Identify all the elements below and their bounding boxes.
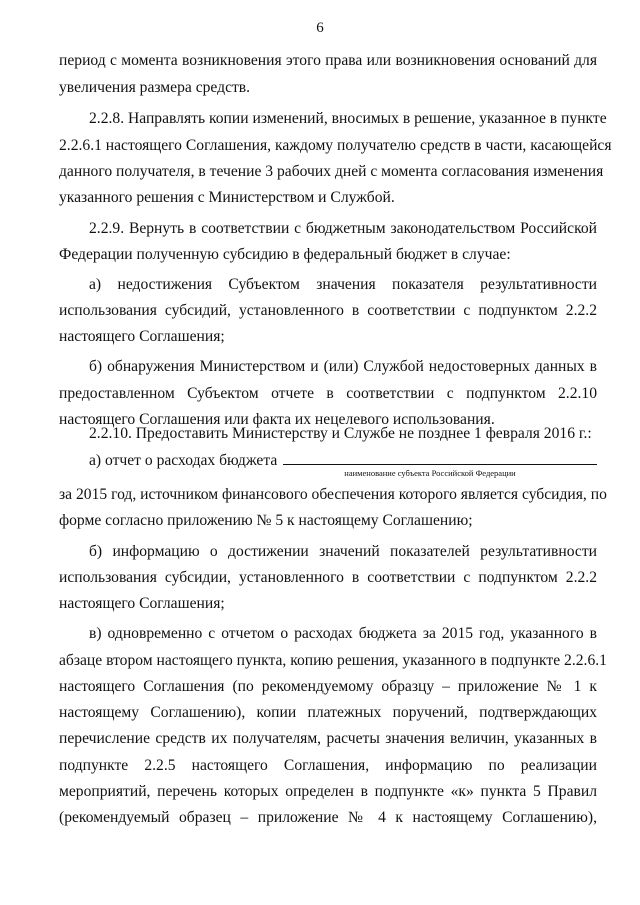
text-line: б) обнаружения Министерством и (или) Службой недостоверных данных в (89, 358, 597, 375)
text-line: 2.2.6.1 настоящего Соглашения, каждому получателю средств в части, касающейся (59, 137, 612, 154)
text-line: а) недостижения Субъектом значения показателя результативности (89, 276, 597, 293)
text-line: настоящего Соглашения; (59, 595, 225, 612)
subject-name-blank-field (283, 449, 597, 465)
text-line: 2.2.9. Вернуть в соответствии с бюджетным законодательством Российской (89, 220, 597, 237)
text-line: абзаце втором настоящего пункта, копию решения, указанного в подпункте 2.2.6.1 (59, 652, 607, 669)
text-line: настоящего Соглашения; (59, 328, 225, 345)
text-line: указанного решения с Министерством и Службой. (59, 189, 395, 206)
text-line: Федерации полученную субсидию в федеральный бюджет в случае: (59, 246, 511, 263)
text-line: за 2015 год, источником финансового обеспечения которого является субсидия, по (59, 486, 607, 503)
text-line: (рекомендуемый образец – приложение № 4 к настоящему Соглашению), (59, 809, 597, 826)
text-line: период с момента возникновения этого права или возникновения оснований для (59, 52, 597, 69)
text-line: настоящему Соглашению), копии платежных поручений, подтверждающих (59, 704, 597, 721)
text-line: перечисление средств их получателям, расчеты значения величин, указанных в (59, 730, 597, 747)
text-line: увеличения размера средств. (59, 79, 251, 96)
text-line: мероприятий, перечень которых определен в подпункте «к» пункта 5 Правил (59, 783, 597, 800)
text-line: настоящего Соглашения (по рекомендуемому образцу – приложение № 1 к (59, 678, 597, 695)
text-line: в) одновременно с отчетом о расходах бюджета за 2015 год, указанного в (89, 625, 597, 642)
text-line: форме согласно приложению № 5 к настоящему Соглашению; (59, 512, 473, 529)
text-line: использования субсидий, установленного в соответствии с подпунктом 2.2.2 (59, 302, 597, 319)
text-line: 2.2.10. Предоставить Министерству и Службе не позднее 1 февраля 2016 г.: (89, 425, 592, 442)
text-line: предоставленном Субъектом отчете в соответствии с подпунктом 2.2.10 (59, 385, 597, 402)
report-line-text: а) отчет о расходах бюджета (89, 452, 278, 469)
blank-field-caption: наименование субъекта Российской Федерации (344, 468, 516, 478)
text-line: подпункте 2.2.5 настоящего Соглашения, информацию по реализации (59, 757, 597, 774)
text-line: данного получателя, в течение 3 рабочих дней с момента согласования изменения (59, 163, 604, 180)
page-number: 6 (316, 20, 324, 36)
text-line: 2.2.8. Направлять копии изменений, вносимых в решение, указанное в пункте (89, 110, 607, 127)
text-line: б) информацию о достижении значений показателей результативности (89, 543, 597, 560)
text-line: использования субсидии, установленного в соответствии с подпунктом 2.2.2 (59, 569, 597, 586)
text-line: настоящего Соглашения или факта их нецелевого использования. (59, 411, 495, 428)
